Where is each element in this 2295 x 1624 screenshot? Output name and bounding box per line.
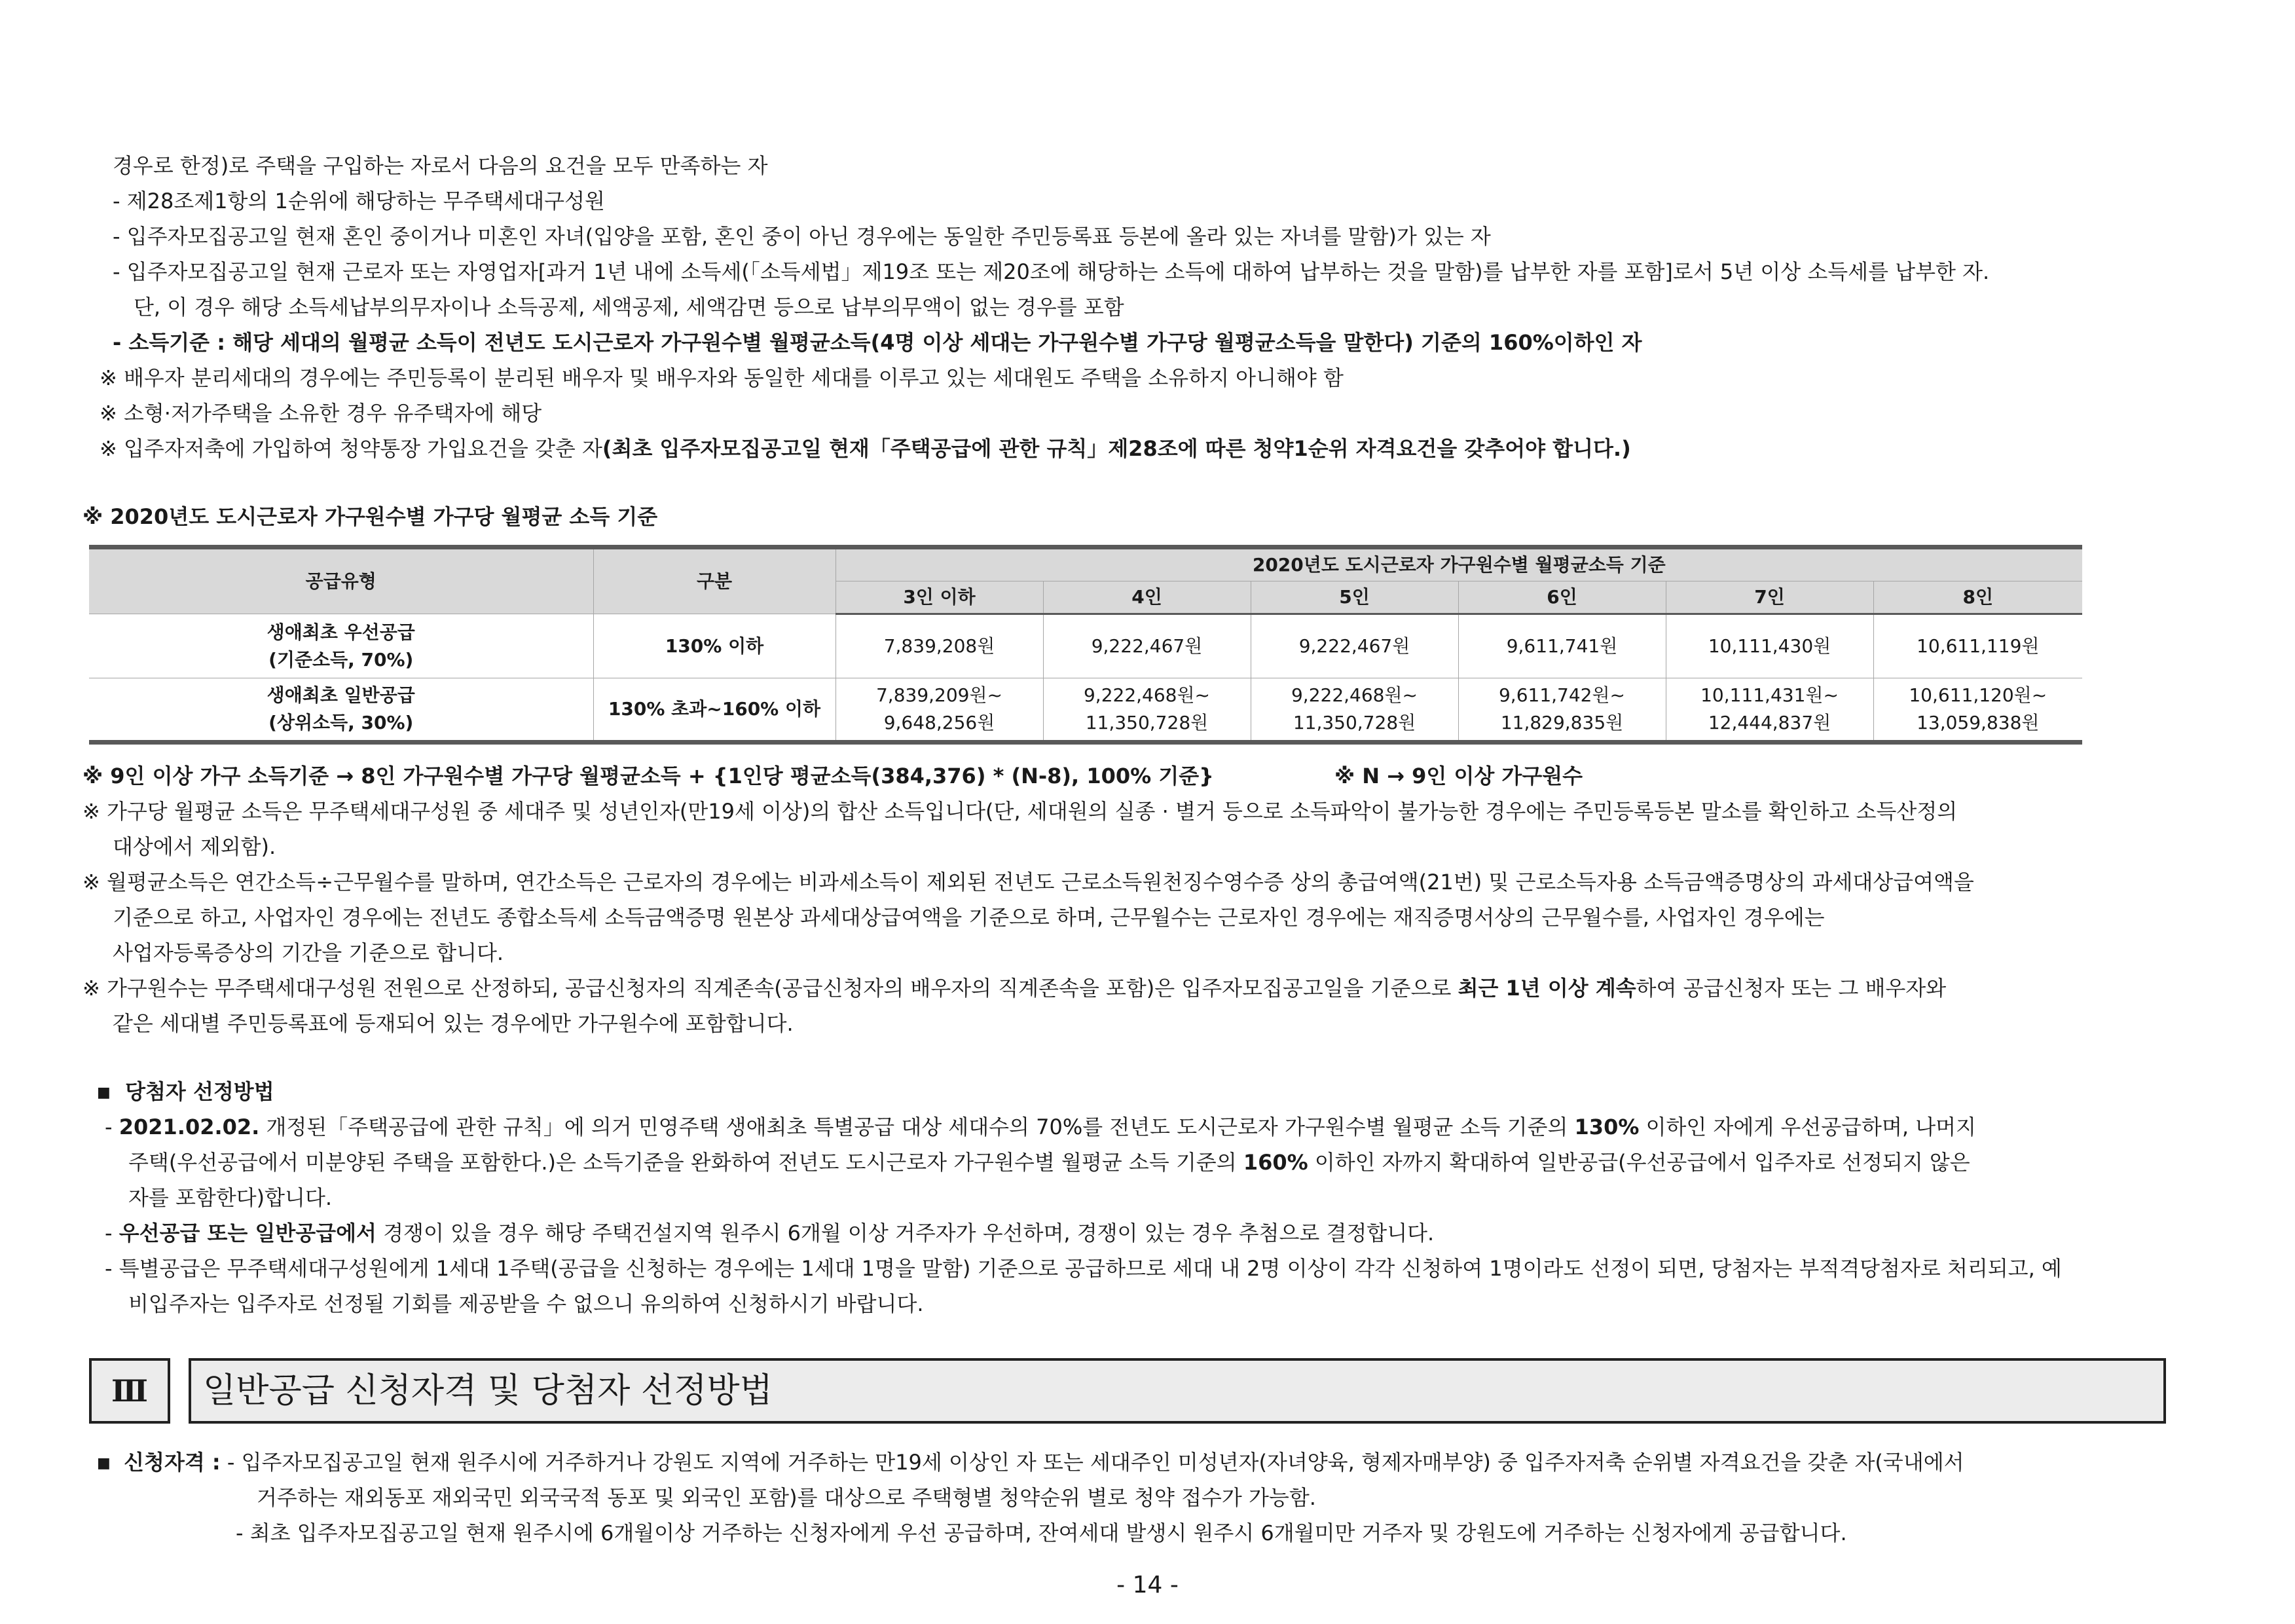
- income-table: [89, 545, 2082, 745]
- income-cell: 7,839,208원: [835, 614, 1043, 678]
- income-cell: 9,222,467원: [1043, 614, 1251, 678]
- selection-para-3-cont: 비입주자는 입주자로 선정될 기회를 제공받을 수 없으니 유의하여 신청하시기 바랍니다.: [128, 1291, 924, 1316]
- income-criteria-line: - 소득기준 : 해당 세대의 월평균 소득이 전년도 도시근로자 가구원수별 월평균소득(4명 이상 세대는 가구원수별 가구당 월평균소득을 말한다) 기준의 160%이하인 자: [113, 330, 1642, 355]
- note-monthly-income-cont-1: 기준으로 하고, 사업자인 경우에는 전년도 종합소득세 소득금액증명 원본상 과세대상급여액을 기준으로 하며, 근무월수는 근로자인 경우에는 재직증명서상의 근무월수를, 사업자인 경우에는: [113, 905, 1825, 930]
- note-household-income-cont: 대상에서 제외함).: [113, 834, 276, 859]
- note-household-count-cont: 같은 세대별 주민등록표에 등재되어 있는 경우에만 가구원수에 포함합니다.: [113, 1011, 794, 1036]
- note-savings-bold: (최초 입주자모집공고일 현재「주택공급에 관한 규칙」제28조에 따른 청약1순위 자격요건을 갖추어야 합니다.): [602, 436, 1631, 461]
- note-n-definition: ※ N → 9인 이상 가구원수: [1334, 764, 1583, 788]
- range-to: 12,444,837원: [1708, 712, 1831, 733]
- table-title: ※ 2020년도 도시근로자 가구원수별 가구당 월평균 소득 기준: [83, 504, 658, 529]
- income-range-cell: [1873, 678, 2082, 743]
- range-to: 13,059,838원: [1917, 712, 2040, 733]
- note-spouse: ※ 배우자 분리세대의 경우에는 주민등록이 분리된 배우자 및 배우자와 동일한 세대를 이루고 있는 세대원도 주택을 소유하지 아니해야 함: [100, 365, 1344, 390]
- header-income-group: 2020년도 도시근로자 가구원수별 월평균소득 기준: [835, 547, 2082, 581]
- table-row: [89, 614, 2082, 678]
- square-bullet-icon: ■: [97, 1084, 111, 1101]
- note-small-house: ※ 소형·저가주택을 소유한 경우 유주택자에 해당: [100, 401, 542, 426]
- income-range-cell: [1458, 678, 1666, 743]
- income-range-cell: [835, 678, 1043, 743]
- range-to: 11,829,835원: [1500, 712, 1624, 733]
- page-number: - 14 -: [1116, 1572, 1179, 1598]
- header-size: 5인: [1251, 581, 1458, 614]
- range-from: 10,111,431원~: [1700, 684, 1839, 706]
- note-savings-text: ※ 입주자저축에 가입하여 청약통장 가입요건을 갖춘 자: [100, 436, 602, 461]
- header-size: 4인: [1043, 581, 1251, 614]
- table-row: [89, 678, 2082, 743]
- pct-130: 130%: [1574, 1115, 1640, 1139]
- income-range-cell: [1043, 678, 1251, 743]
- header-size: 3인 이하: [835, 581, 1043, 614]
- range-from: 9,222,468원~: [1083, 684, 1210, 706]
- selection-para-1: [105, 1109, 1976, 1145]
- intro-line-5: 단, 이 경우 해당 소득세납부의무자이나 소득공제, 세액공제, 세액감면 등으로 납부의무액이 없는 경우를 포함: [134, 295, 1124, 320]
- selection-title: 당첨자 선정방법: [125, 1079, 274, 1104]
- header-size: 7인: [1666, 581, 1873, 614]
- selection-text: 경쟁이 있을 경우 해당 주택건설지역 원주시 6개월 이상 거주자가 우선하며, 경쟁이 있는 경우 추첨으로 결정합니다.: [376, 1221, 1435, 1246]
- row-division: 130% 이하: [593, 614, 835, 678]
- note-household-count: [83, 970, 1946, 1006]
- header-size: 8인: [1873, 581, 2082, 614]
- range-to: 11,350,728원: [1293, 712, 1416, 733]
- note-household-count-tail: 하여 공급신청자 또는 그 배우자와: [1636, 976, 1947, 1001]
- row-type-line-2: (상위소득, 30%): [268, 712, 414, 733]
- range-from: 9,222,468원~: [1291, 684, 1418, 706]
- dash: -: [105, 1115, 119, 1139]
- income-range-cell: [1251, 678, 1458, 743]
- selection-para-1-end: 자를 포함한다)합니다.: [128, 1185, 333, 1210]
- range-to: 9,648,256원: [883, 712, 995, 733]
- eligibility-line-1: [97, 1445, 1964, 1481]
- note-household-count-bold: 최근 1년 이상 계속: [1458, 976, 1636, 1001]
- selection-para-2: [105, 1215, 1434, 1251]
- selection-text: 개정된「주택공급에 관한 규칙」에 의거 민영주택 생애최초 특별공급 대상 세대수의 70%를 전년도 도시근로자 가구원수별 월평균 소득 기준의: [259, 1115, 1575, 1139]
- eligibility-line-3: - 최초 입주자모집공고일 현재 원주시에 6개월이상 거주하는 신청자에게 우선 공급하며, 잔여세대 발생시 원주시 6개월미만 거주자 및 강원도에 거주하는 신청자에게 공급합니다.: [236, 1521, 1847, 1545]
- section-number: Ⅲ: [89, 1358, 170, 1424]
- note-household-income: ※ 가구당 월평균 소득은 무주택세대구성원 중 세대주 및 성년인자(만19세 이상)의 합산 소득입니다(단, 세대원의 실종 · 별거 등으로 소득파악이 불가능한 경우에는 주민등록등본 말소를 확인하고 소득산정의: [83, 799, 1958, 824]
- income-cell: 9,222,467원: [1251, 614, 1458, 678]
- pct-160: 160%: [1243, 1150, 1308, 1175]
- row-type-line-2: (기준소득, 70%): [268, 648, 414, 671]
- eligibility-text: - 입주자모집공고일 현재 원주시에 거주하거나 강원도 지역에 거주하는 만19세 이상인 자 또는 세대주인 미성년자(자녀양육, 형제자매부양) 중 입주자저축 순위별 자격요건을 갖춘 자(국내에서: [227, 1450, 1964, 1475]
- header-division: 구분: [593, 547, 835, 614]
- header-supply-type: 공급유형: [89, 547, 593, 614]
- selection-para-3: - 특별공급은 무주택세대구성원에게 1세대 1주택(공급을 신청하는 경우에는 1세대 1명을 말함) 기준으로 공급하므로 세대 내 2명 이상이 각각 신청하여 1명이라도 선정이 되면, 당첨자는 부적격당첨자로 처리되고, 예: [105, 1256, 2062, 1281]
- selection-text: 주택(우선공급에서 미분양된 주택을 포함한다.)은 소득기준을 완화하여 전년도 도시근로자 가구원수별 월평균 소득 기준의: [128, 1150, 1243, 1175]
- range-from: 9,611,742원~: [1498, 684, 1625, 706]
- note-monthly-income: ※ 월평균소득은 연간소득÷근무월수를 말하며, 연간소득은 근로자의 경우에는 비과세소득이 제외된 전년도 근로소득원천징수영수증 상의 총급여액(21번) 및 근로소득자용 소득금액증명상의 과세대상급여액을: [83, 870, 1974, 895]
- income-cell: 10,111,430원: [1666, 614, 1873, 678]
- section-title: 일반공급 신청자격 및 당첨자 선정방법: [189, 1358, 2166, 1424]
- row-supply-type: [89, 678, 593, 743]
- intro-line-4: - 입주자모집공고일 현재 근로자 또는 자영업자[과거 1년 내에 소득세(「소득세법」제19조 또는 제20조에 해당하는 소득에 대하여 납부하는 것을 말함)를 납부한 자를 포함]로서 5년 이상 소득세를 납부한 자.: [113, 259, 1990, 284]
- eligibility-label: 신청자격 :: [124, 1450, 221, 1475]
- income-cell: 10,611,119원: [1873, 614, 2082, 678]
- note-nine-plus: ※ 9인 이상 가구 소득기준 → 8인 가구원수별 가구당 월평균소득 + {1인당 평균소득(384,376) * (N-8), 100% 기준}: [83, 764, 1214, 788]
- intro-line-3: - 입주자모집공고일 현재 혼인 중이거나 미혼인 자녀(입양을 포함, 혼인 중이 아닌 경우에는 동일한 주민등록표 등본에 올라 있는 자녀를 말함)가 있는 자: [113, 224, 1491, 249]
- row-supply-type: [89, 614, 593, 678]
- row-division: 130% 초과~160% 이하: [593, 678, 835, 743]
- note-savings: [100, 431, 1631, 466]
- dash: -: [105, 1221, 119, 1246]
- selection-bold: 우선공급 또는 일반공급에서: [119, 1221, 376, 1246]
- row-type-line-1: 생애최초 우선공급: [266, 621, 415, 643]
- header-size: 6인: [1458, 581, 1666, 614]
- income-range-cell: [1666, 678, 1873, 743]
- selection-text: 이하인 자에게 우선공급하며, 나머지: [1639, 1115, 1976, 1139]
- range-to: 11,350,728원: [1085, 712, 1209, 733]
- income-cell: 9,611,741원: [1458, 614, 1666, 678]
- range-from: 10,611,120원~: [1909, 684, 2047, 706]
- intro-line-2: - 제28조제1항의 1순위에 해당하는 무주택세대구성원: [113, 189, 605, 213]
- selection-heading: [97, 1074, 274, 1111]
- note-household-count-text: ※ 가구원수는 무주택세대구성원 전원으로 산정하되, 공급신청자의 직계존속(공급신청자의 배우자의 직계존속을 포함)은 입주자모집공고일을 기준으로: [83, 976, 1458, 1001]
- intro-line-1: 경우로 한정)로 주택을 구입하는 자로서 다음의 요건을 모두 만족하는 자: [113, 153, 768, 178]
- eligibility-line-2: 거주하는 재외동포 재외국민 외국국적 동포 및 외국인 포함)를 대상으로 주택형별 청약순위 별로 청약 접수가 가능함.: [257, 1485, 1316, 1510]
- selection-text: 이하인 자까지 확대하여 일반공급(우선공급에서 입주자로 선정되지 않은: [1308, 1150, 1970, 1175]
- row-type-line-1: 생애최초 일반공급: [266, 684, 415, 706]
- note-monthly-income-cont-2: 사업자등록증상의 기간을 기준으로 합니다.: [113, 940, 504, 965]
- revision-date: 2021.02.02.: [119, 1115, 260, 1139]
- range-from: 7,839,209원~: [875, 684, 1002, 706]
- selection-para-1-cont: [128, 1145, 1970, 1180]
- square-bullet-icon: ■: [97, 1455, 111, 1471]
